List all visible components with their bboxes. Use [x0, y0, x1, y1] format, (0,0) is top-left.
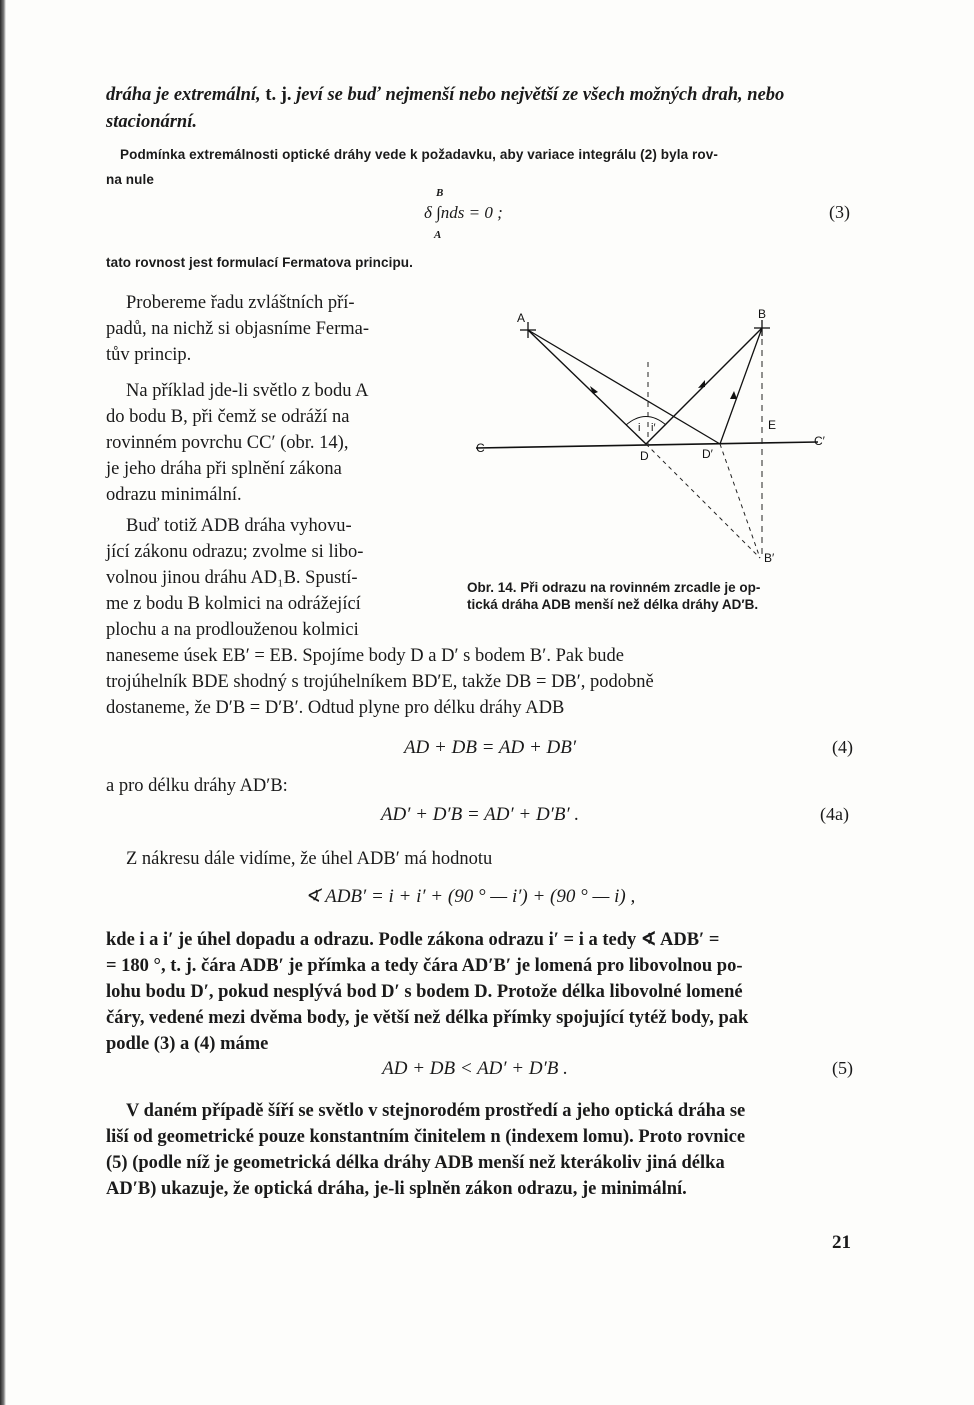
col-gap-1: [106, 368, 428, 378]
intro-line-2: stacionární.: [106, 112, 197, 132]
dashed-d-b2: [646, 444, 760, 558]
column-text: [106, 290, 428, 643]
reflection-figure: [462, 300, 842, 572]
label-d: D: [640, 449, 649, 463]
label-d-prime: D′: [702, 447, 713, 461]
condition-line-1: Podmínka extremálnosti optické dráhy vede k požadavku, aby variace integrálu (2) byla rov-: [120, 147, 718, 162]
col-p2-l4: je jeho dráha při splnění zákona: [106, 459, 342, 479]
col-p3-l3: volnou jinou dráhu AD₁B. Spustí-: [106, 568, 358, 588]
eq5-body: AD + DB < AD′ + D′B .: [382, 1058, 568, 1079]
eq4a-body: AD′ + D′B = AD′ + D′B′ .: [380, 804, 580, 825]
angle-intro: Z nákresu dále vidíme, že úhel ADB′ má hodnotu: [126, 849, 493, 869]
eq4-number: (4): [832, 737, 853, 757]
page-edge-shadow: [0, 0, 6, 1405]
intro-italic-2: jeví se buď nejmenší nebo největší ze všech možných drah, nebo: [296, 85, 785, 105]
p2-l3: lohu bodu D′, pokud nesplývá bod D′ s bodem D. Protože délka libovolné lomené: [106, 982, 743, 1002]
col-p2-l3: rovinném povrchu CC′ (obr. 14),: [106, 433, 349, 453]
eq4-body: AD + DB = AD + DB′: [403, 737, 577, 758]
intro-italic-1: dráha je extremální,: [106, 85, 261, 105]
paragraph-2: [106, 927, 858, 1057]
label-b-prime: B′: [764, 551, 775, 565]
arrow-a-d: [590, 386, 598, 394]
label-a: A: [517, 311, 526, 325]
p3-l4: AD′B) ukazuje, že optická dráha, je-li splněn zákon odrazu, je minimální.: [106, 1179, 687, 1199]
eq3-number: (3): [829, 202, 850, 222]
eq4a-number: (4a): [820, 804, 849, 824]
condition-after: tato rovnost jest formulací Fermatova principu.: [106, 255, 414, 270]
arrow-d2-b: [730, 391, 737, 399]
intro-plain: t. j.: [260, 85, 297, 105]
figure-caption: [467, 579, 760, 613]
col-p3-l4: me z bodu B kolmici na odrážející: [106, 594, 361, 614]
p3-l1: V daném případě šíří se světlo v stejnorodém prostředí a jeho optická dráha se: [126, 1101, 746, 1121]
caption-line-1: Obr. 14. Při odrazu na rovinném zrcadle je op-: [467, 580, 761, 595]
p2-l1: kde i a i′ je úhel dopadu a odrazu. Podle zákona odrazu i′ = i a tedy ∢ ADB′ =: [106, 930, 720, 950]
p3-l3: (5) (podle níž je geometrická délka dráhy ADB menší než kterákoliv jiná délka: [106, 1153, 725, 1173]
col-p3-l1: Buď totiž ADB dráha vyhovu-: [126, 516, 352, 536]
p2-l4: čáry, vedené mezi dvěma body, je větší než délka přímky spojující tytéž body, pak: [106, 1008, 749, 1028]
p2-l2: = 180 °, t. j. čára ADB′ je přímka a tedy čára AD′B′ je lomená pro libovolnou po-: [106, 956, 743, 976]
angle-arc: [626, 417, 666, 426]
col-p2-l5: odrazu minimální.: [106, 485, 242, 505]
col-p2-l1: Na příklad jde-li světlo z bodu A: [126, 381, 369, 401]
col-p2-l2: do bodu B, při čemž se odráží na: [106, 407, 350, 427]
full-l2: trojúhelník BDE shodný s trojúhelníkem BD′E, takže DB = DB′, podobně: [106, 672, 654, 692]
between-eq4: a pro délku dráhy AD′B:: [106, 776, 288, 796]
col-p3-l2: jící zákonu odrazu; zvolme si libo-: [106, 542, 364, 562]
eq3-upper-limit: B: [436, 187, 444, 199]
full-l1: naneseme úsek EB′ = EB. Spojíme body D a D′ s bodem B′. Pak bude: [106, 646, 624, 666]
ray-a-d: [528, 330, 646, 444]
ray-d2-b: [720, 328, 762, 444]
full-paragraph: [106, 643, 858, 721]
label-angle-i: i: [638, 422, 641, 434]
label-e: E: [768, 418, 777, 432]
dashed-d2-b2: [720, 444, 760, 558]
col-p1-l2: padů, na nichž si objasníme Ferma-: [106, 319, 370, 339]
eq5-number: (5): [832, 1058, 853, 1078]
caption-line-2: tická dráha ADB menší než délka dráhy AD′B.: [467, 597, 759, 612]
condition-line-2: na nule: [106, 172, 154, 187]
col-p1-l1: Probereme řadu zvláštních pří-: [126, 293, 355, 313]
label-b: B: [758, 307, 767, 321]
p3-l2: liší od geometrické pouze konstantním činitelem n (indexem lomu). Proto rovnice: [106, 1127, 746, 1147]
arrow-d-b: [698, 380, 705, 388]
page-number: 21: [832, 1232, 851, 1253]
col-p3-l5: plochu a na prodlouženou kolmici: [106, 620, 359, 640]
label-c: C: [476, 441, 485, 455]
eq3-lower-limit: A: [434, 229, 442, 241]
p2-l5: podle (3) a (4) máme: [106, 1034, 269, 1054]
paragraph-3: [106, 1098, 858, 1202]
col-p1-l3: tův princip.: [106, 345, 192, 365]
eq3-body: δ ∫nds = 0 ;: [424, 203, 503, 222]
intro-line-1: [106, 82, 858, 108]
ray-a-d2: [528, 330, 720, 444]
label-c-prime: C′: [814, 434, 825, 448]
label-angle-i-prime: i′: [651, 422, 656, 434]
full-l3: dostaneme, že D′B = D′B′. Odtud plyne pro délku dráhy ADB: [106, 698, 565, 718]
eq-angle: ∢ ADB′ = i + i′ + (90 ° — i′) + (90 ° — i) ,: [304, 886, 636, 907]
